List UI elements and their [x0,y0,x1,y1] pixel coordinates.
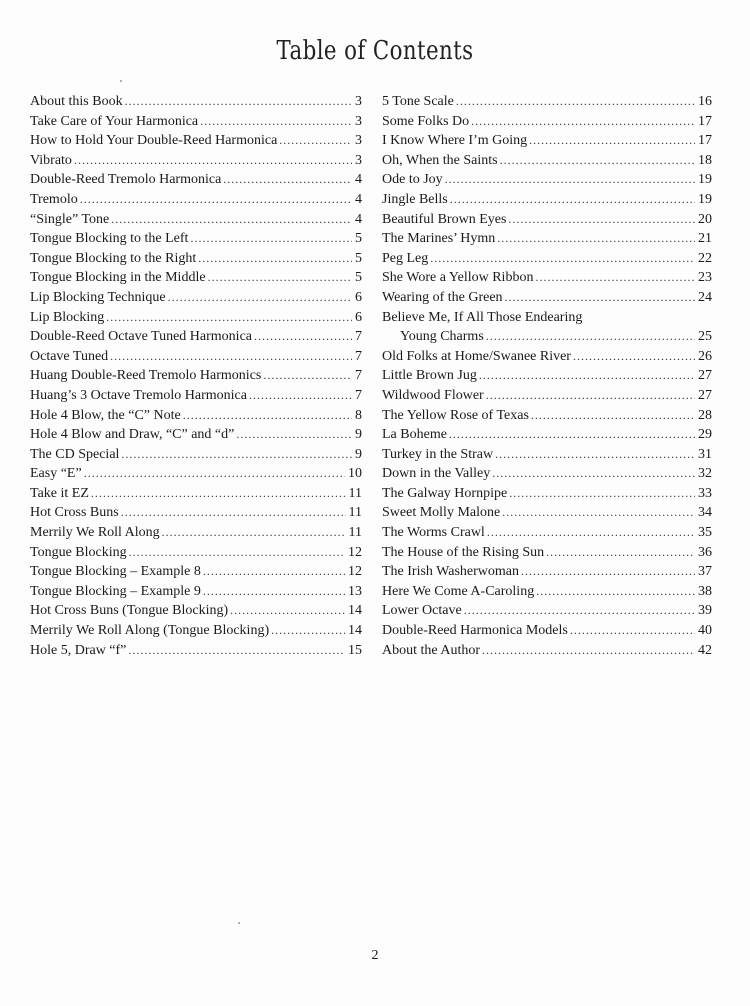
dot-leader [254,327,352,347]
toc-entry-page: 13 [348,583,362,599]
toc-entry-page: 3 [355,133,362,149]
toc-entry [382,562,712,582]
dot-leader [456,92,695,112]
toc-entry-page: 14 [348,603,362,619]
toc-entry [30,464,362,484]
toc-entry-title: Tongue Blocking to the Left [30,231,189,247]
toc-entry-title: Little Brown Jug [382,368,477,384]
page-number: 2 [371,948,379,963]
toc-entry [30,327,362,347]
toc-entry-title: Some Folks Do [382,113,470,129]
dot-leader [208,268,352,288]
toc-entry [382,327,712,347]
toc-entry-title: I Know Where I’m Going [382,133,528,149]
toc-entry-page: 31 [698,446,712,462]
dot-leader [263,366,352,386]
dot-leader [111,210,352,230]
toc-entry-title: La Boheme [382,427,447,443]
toc-entry-page: 6 [355,289,362,305]
toc-entry [382,190,712,210]
toc-entry [30,484,362,504]
toc-entry [382,131,712,151]
toc-entry [382,210,712,230]
toc-entry-page: 19 [698,191,712,207]
toc-entry-title: Tongue Blocking – Example 9 [30,583,201,599]
dot-leader [236,425,352,445]
toc-entry-title: Beautiful Brown Eyes [382,211,507,227]
toc-entry-page: 4 [355,172,362,188]
toc-entry [382,288,712,308]
dot-leader [106,308,352,328]
toc-entry-title: Vibrato [30,152,72,168]
dot-leader [536,582,695,602]
toc-entry-page: 19 [698,172,712,188]
toc-entry-page: 27 [698,387,712,403]
toc-entry-title: Tongue Blocking in the Middle [30,270,206,286]
toc-entry [382,641,712,661]
toc-entry [30,562,362,582]
toc-entry-title: Lower Octave [382,603,462,619]
toc-entry-page: 6 [355,309,362,325]
dot-leader [125,92,352,112]
toc-entry-title: The House of the Rising Sun [382,544,545,560]
toc-entry-page: 27 [698,368,712,384]
toc-entry-page: 39 [698,603,712,619]
scan-speck [120,80,122,82]
toc-left-column [30,92,362,660]
toc-entry [30,249,362,269]
dot-leader [573,347,695,367]
toc-entry-page: 14 [348,623,362,639]
toc-entry-title: Jingle Bells [382,191,448,207]
toc-entry-title: 5 Tone Scale [382,94,454,109]
toc-entry-title: Double-Reed Octave Tuned Harmonica [30,329,252,345]
dot-leader [121,445,352,465]
toc-entry-page: 3 [355,113,362,129]
toc-entry-page: 33 [698,485,712,501]
toc-entry-title: The Worms Crawl [382,525,485,541]
toc-entry [382,484,712,504]
toc-entry-title: The Irish Washerwoman [382,564,520,580]
toc-entry [382,112,712,132]
toc-entry [382,523,712,543]
toc-entry-page: 25 [698,329,712,345]
toc-entry-page: 9 [355,427,362,443]
toc-entry-page: 9 [355,446,362,462]
dot-leader [486,327,695,347]
dot-leader [495,445,695,465]
toc-entry-title: The CD Special [30,446,120,462]
toc-entry [30,406,362,426]
toc-entry [30,425,362,445]
toc-entry-title: About the Author [382,642,480,658]
toc-entry-title: Tremolo [30,191,78,207]
toc-entry-page: 4 [355,211,362,227]
toc-entry-page: 17 [698,113,712,129]
toc-entry-title: Hot Cross Buns [30,505,119,521]
toc-entry-page: 21 [698,231,712,247]
dot-leader [464,601,695,621]
toc-entry-title: Take it EZ [30,485,89,501]
dot-leader [449,425,695,445]
dot-leader [223,170,352,190]
dot-leader [487,523,695,543]
toc-entry-page: 4 [355,191,362,207]
toc-entry [30,288,362,308]
toc-entry [382,425,712,445]
toc-entry-page: 16 [698,94,712,109]
dot-leader [471,112,695,132]
toc-entry [30,445,362,465]
toc-entry-title: Young Charms [400,329,484,345]
toc-entry-page: 18 [698,152,712,168]
dot-leader [249,386,352,406]
dot-leader [230,601,345,621]
toc-entry [382,503,712,523]
toc-entry-page: 7 [355,348,362,364]
dot-leader [505,288,695,308]
toc-entry-page: 28 [698,407,712,423]
toc-entry-page: 12 [348,564,362,580]
toc-entry-page: 26 [698,348,712,364]
toc-entry-page: 7 [355,329,362,345]
toc-entry-page: 10 [348,466,362,482]
toc-entry-title: Huang’s 3 Octave Tremolo Harmonica [30,387,247,403]
toc-entry [30,347,362,367]
toc-entry [382,582,712,602]
toc-entry-title: Merrily We Roll Along [30,525,160,541]
toc-entry-page: 36 [698,544,712,560]
toc-entry-title: Wildwood Flower [382,387,484,403]
toc-entry [382,464,712,484]
scan-speck [238,922,240,924]
dot-leader [203,562,345,582]
toc-entry-title: Hole 4 Blow and Draw, “C” and “d” [30,427,235,443]
toc-entry [30,621,362,641]
dot-leader [445,170,695,190]
dot-leader [529,131,695,151]
toc-entry [382,601,712,621]
toc-entry-title: Wearing of the Green [382,289,503,305]
dot-leader [91,484,346,504]
dot-leader [271,621,345,641]
toc-entry-title: Old Folks at Home/Swanee River [382,348,571,364]
toc-entry-title: Tongue Blocking to the Right [30,250,197,266]
dot-leader [198,249,352,269]
toc-entry [30,601,362,621]
dot-leader [110,347,352,367]
toc-entry [382,308,712,328]
toc-entry-title: The Galway Hornpipe [382,485,508,501]
toc-entry [382,229,712,249]
toc-entry-page: 8 [355,407,362,423]
dot-leader [279,131,352,151]
dot-leader [482,641,695,661]
dot-leader [450,190,695,210]
toc-entry-title: Merrily We Roll Along (Tongue Blocking) [30,623,270,639]
toc-entry-page: 5 [355,250,362,266]
toc-entry-title: Down in the Valley [382,466,491,482]
toc-entry-page: 22 [698,250,712,266]
toc-entry [30,92,362,112]
toc-entry [30,229,362,249]
toc-entry [382,151,712,171]
toc-entry-page: 7 [355,368,362,384]
dot-leader [521,562,695,582]
toc-entry-page: 12 [348,544,362,560]
dot-leader [535,268,695,288]
toc-entry [30,268,362,288]
dot-leader [129,543,345,563]
toc-entry [382,347,712,367]
dot-leader [509,484,695,504]
toc-entry-page: 3 [355,152,362,168]
toc-entry [30,112,362,132]
toc-entry [382,249,712,269]
dot-leader [74,151,352,171]
toc-entry-page: 37 [698,564,712,580]
dot-leader [84,464,345,484]
toc-entry [382,170,712,190]
toc-entry-title: The Marines’ Hymn [382,231,496,247]
toc-entry [30,543,362,563]
toc-entry-page: 11 [348,505,362,521]
toc-entry-page: 40 [698,623,712,639]
toc-entry [382,268,712,288]
toc-entry-page: 11 [348,525,362,541]
toc-entry-title: Hole 4 Blow, the “C” Note [30,407,181,423]
toc-entry [30,131,362,151]
dot-leader [128,641,345,661]
toc-entry [30,308,362,328]
toc-entry [382,92,712,112]
toc-entry-title: Double-Reed Tremolo Harmonica [30,172,222,188]
toc-entry-page: 35 [698,525,712,541]
dot-leader [492,464,695,484]
toc-entry-title: Sweet Molly Malone [382,505,501,521]
toc-entry [382,366,712,386]
page-title: Table of Contents [276,36,474,66]
dot-leader [162,523,346,543]
dot-leader [486,386,695,406]
toc-entry [30,366,362,386]
toc-right-column [382,92,712,660]
dot-leader [200,112,352,132]
toc-entry-title: Octave Tuned [30,348,109,364]
toc-entry [30,151,362,171]
toc-entry-title: Believe Me, If All Those Endearing [382,309,583,325]
toc-entry-page: 42 [698,642,712,658]
toc-entry-page: 3 [355,94,362,109]
toc-entry [382,445,712,465]
toc-entry-title: Easy “E” [30,466,82,482]
toc-entry-page: 7 [355,387,362,403]
dot-leader [531,406,695,426]
toc-entry-title: Lip Blocking [30,309,105,325]
toc-entry-title: The Yellow Rose of Texas [382,407,529,423]
toc-entry [30,210,362,230]
dot-leader [80,190,352,210]
toc-entry-title: Hole 5, Draw “f” [30,642,127,658]
toc-entry [30,503,362,523]
toc-entry-title: She Wore a Yellow Ribbon [382,270,534,286]
toc-entry [30,190,362,210]
dot-leader [546,543,695,563]
dot-leader [508,210,695,230]
toc-entry-title: How to Hold Your Double-Reed Harmonica [30,133,278,149]
toc-entry [30,170,362,190]
dot-leader [479,366,695,386]
toc-entry [382,621,712,641]
toc-entry-page: 29 [698,427,712,443]
toc-entry-title: Huang Double-Reed Tremolo Harmonics [30,368,262,384]
toc-entry-title: Here We Come A-Caroling [382,583,535,599]
toc-entry [382,543,712,563]
toc-entry [30,386,362,406]
toc-entry-page: 32 [698,466,712,482]
toc-entry-page: 5 [355,270,362,286]
dot-leader [500,151,695,171]
dot-leader [502,503,695,523]
toc-entry [382,386,712,406]
toc-entry-page: 5 [355,231,362,247]
toc-entry-title: Take Care of Your Harmonica [30,113,199,129]
toc-entry-page: 20 [698,211,712,227]
toc-entry-page: 15 [348,642,362,658]
toc-entry-title: About this Book [30,94,123,109]
toc-entry [30,523,362,543]
toc-entry-page: 17 [698,133,712,149]
dot-leader [497,229,695,249]
dot-leader [430,249,695,269]
toc-entry-page: 11 [348,485,362,501]
dot-leader [183,406,352,426]
dot-leader [203,582,345,602]
toc-entry-title: Tongue Blocking – Example 8 [30,564,201,580]
toc-entry [30,582,362,602]
toc-entry-page: 34 [698,505,712,521]
dot-leader [121,503,346,523]
toc-entry-title: Double-Reed Harmonica Models [382,623,568,639]
toc-entry-title: Hot Cross Buns (Tongue Blocking) [30,603,229,619]
toc-entry-title: “Single” Tone [30,211,110,227]
toc-entry-title: Lip Blocking Technique [30,289,166,305]
toc-entry-title: Peg Leg [382,250,429,266]
toc-entry-title: Oh, When the Saints [382,152,498,168]
dot-leader [570,621,695,641]
toc-entry-title: Tongue Blocking [30,544,127,560]
toc-entry [30,641,362,661]
dot-leader [190,229,352,249]
toc-entry-page: 24 [698,289,712,305]
toc-entry-page: 38 [698,583,712,599]
dot-leader [168,288,352,308]
toc-entry-title: Turkey in the Straw [382,446,494,462]
toc-entry [382,406,712,426]
toc-entry-page: 23 [698,270,712,286]
toc-entry-title: Ode to Joy [382,172,443,188]
